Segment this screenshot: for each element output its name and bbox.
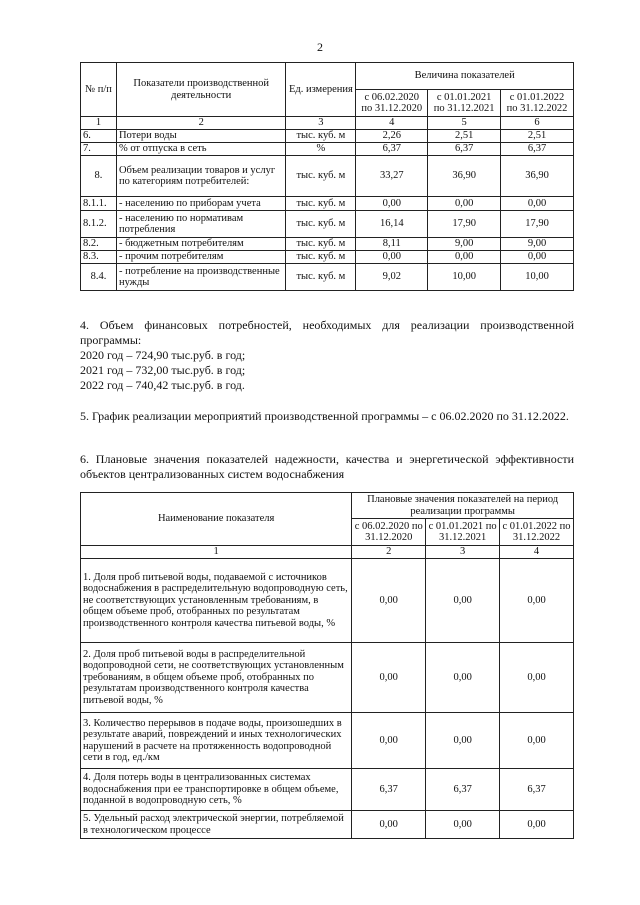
section-5 [80, 409, 574, 424]
row-value: 9,00 [428, 238, 501, 251]
section-6 [80, 452, 574, 482]
table-row [81, 238, 574, 251]
row-name: Потери воды [116, 130, 286, 143]
row-value: 0,00 [352, 643, 426, 713]
header-name: Наименование показателя [81, 493, 352, 546]
row-unit: тыс. куб. м [286, 156, 356, 197]
index-cell: 3 [286, 117, 356, 130]
section-4-year: 2020 год – 724,90 тыс.руб. в год; [80, 348, 246, 362]
row-name: 3. Количество перерывов в подаче воды, произошедших в результате аварий, повреждений и иных технологических нарушений в расчете на протяженность водопроводной сети в год, ед./км [81, 713, 352, 769]
row-num: 8.3. [81, 251, 117, 264]
row-value: 6,37 [426, 769, 500, 811]
row-num: 8. [81, 156, 117, 197]
header-num: № п/п [81, 63, 117, 117]
row-value: 33,27 [356, 156, 428, 197]
row-value: 6,37 [500, 769, 574, 811]
row-value: 6,37 [356, 143, 428, 156]
table-row [81, 769, 574, 811]
row-value: 6,37 [352, 769, 426, 811]
header-values-group: Плановые значения показателей на период реализации программы [352, 493, 574, 519]
row-unit: тыс. куб. м [286, 211, 356, 238]
table-header-row [81, 63, 574, 90]
index-cell: 5 [428, 117, 501, 130]
row-name: 5. Удельный расход электрической энергии, потребляемой в технологическом процессе [81, 811, 352, 839]
row-value: 6,37 [428, 143, 501, 156]
row-value: 0,00 [428, 251, 501, 264]
row-value: 0,00 [500, 643, 574, 713]
table-row [81, 643, 574, 713]
row-name: - населению по приборам учета [116, 197, 286, 211]
row-unit: тыс. куб. м [286, 130, 356, 143]
index-cell: 4 [356, 117, 428, 130]
section-6-text: 6. Плановые значения показателей надежности, качества и энергетической эффективности объектов централизованных систем водоснабжения [80, 452, 574, 481]
row-name: - бюджетным потребителям [116, 238, 286, 251]
table-row [81, 197, 574, 211]
index-cell: 4 [500, 546, 574, 559]
reliability-indicators-table [80, 492, 574, 839]
table-header-row [81, 493, 574, 519]
row-name: % от отпуска в сеть [116, 143, 286, 156]
header-period: с 01.01.2021 по 31.12.2021 [426, 519, 500, 546]
table-row [81, 713, 574, 769]
row-name: - прочим потребителям [116, 251, 286, 264]
table-row [81, 143, 574, 156]
row-value: 0,00 [352, 713, 426, 769]
header-period: с 06.02.2020 по 31.12.2020 [352, 519, 426, 546]
table-row [81, 211, 574, 238]
row-value: 0,00 [500, 713, 574, 769]
row-value: 36,90 [501, 156, 574, 197]
row-unit: тыс. куб. м [286, 197, 356, 211]
table-row [81, 130, 574, 143]
row-num: 8.4. [81, 264, 117, 291]
row-value: 0,00 [426, 713, 500, 769]
row-value: 0,00 [500, 811, 574, 839]
table-row [81, 559, 574, 643]
header-period: с 01.01.2022 по 31.12.2022 [500, 519, 574, 546]
row-value: 0,00 [500, 559, 574, 643]
row-unit: % [286, 143, 356, 156]
row-unit: тыс. куб. м [286, 264, 356, 291]
index-cell: 2 [116, 117, 286, 130]
row-value: 2,51 [428, 130, 501, 143]
row-value: 9,02 [356, 264, 428, 291]
row-value: 0,00 [352, 811, 426, 839]
table-row [81, 156, 574, 197]
section-5-text: 5. График реализации мероприятий производственной программы – с 06.02.2020 по 31.12.2022. [80, 409, 569, 423]
row-value: 10,00 [428, 264, 501, 291]
row-value: 36,90 [428, 156, 501, 197]
row-value: 2,26 [356, 130, 428, 143]
index-cell: 6 [501, 117, 574, 130]
header-values-group: Величина показателей [356, 63, 574, 90]
row-value: 0,00 [426, 643, 500, 713]
row-value: 17,90 [501, 211, 574, 238]
table-row [81, 811, 574, 839]
header-period: с 01.01.2022 по 31.12.2022 [501, 90, 574, 117]
row-value: 6,37 [501, 143, 574, 156]
row-value: 16,14 [356, 211, 428, 238]
index-cell: 1 [81, 546, 352, 559]
table-row [81, 264, 574, 291]
row-value: 0,00 [501, 251, 574, 264]
row-value: 17,90 [428, 211, 501, 238]
row-value: 0,00 [426, 811, 500, 839]
row-value: 2,51 [501, 130, 574, 143]
index-row [81, 117, 574, 130]
row-unit: тыс. куб. м [286, 251, 356, 264]
production-indicators-table [80, 62, 574, 291]
row-num: 8.1.1. [81, 197, 117, 211]
row-value: 10,00 [501, 264, 574, 291]
row-name: 2. Доля проб питьевой воды в распределительной водопроводной сети, не соответствующих установленным требованиям, в общем объеме проб, отобранных по результатам производственного контроля качества питьевой воды, % [81, 643, 352, 713]
row-num: 7. [81, 143, 117, 156]
header-unit: Ед. измерения [286, 63, 356, 117]
row-name: - потребление на производственные нужды [116, 264, 286, 291]
row-value: 0,00 [356, 197, 428, 211]
section-4-year: 2022 год – 740,42 тыс.руб. в год. [80, 378, 245, 392]
section-4-text: 4. Объем финансовых потребностей, необходимых для реализации производственной программы: [80, 318, 574, 347]
row-unit: тыс. куб. м [286, 238, 356, 251]
row-name: Объем реализации товаров и услуг по категориям потребителей: [116, 156, 286, 197]
index-cell: 1 [81, 117, 117, 130]
row-value: 0,00 [501, 197, 574, 211]
header-period: с 06.02.2020 по 31.12.2020 [356, 90, 428, 117]
header-indicators: Показатели производственной деятельности [116, 63, 286, 117]
row-value: 9,00 [501, 238, 574, 251]
section-4-year: 2021 год – 732,00 тыс.руб. в год; [80, 363, 246, 377]
index-cell: 2 [352, 546, 426, 559]
row-value: 0,00 [426, 559, 500, 643]
row-name: 4. Доля потерь воды в централизованных системах водоснабжения при ее транспортировке в общем объеме, поданной в водопроводную сеть, % [81, 769, 352, 811]
index-row [81, 546, 574, 559]
header-period: с 01.01.2021 по 31.12.2021 [428, 90, 501, 117]
section-4 [80, 318, 574, 393]
row-num: 8.1.2. [81, 211, 117, 238]
index-cell: 3 [426, 546, 500, 559]
row-value: 0,00 [428, 197, 501, 211]
row-value: 8,11 [356, 238, 428, 251]
row-value: 0,00 [356, 251, 428, 264]
row-name: - населению по нормативам потребления [116, 211, 286, 238]
row-num: 8.2. [81, 238, 117, 251]
row-num: 6. [81, 130, 117, 143]
row-value: 0,00 [352, 559, 426, 643]
page-number: 2 [317, 40, 323, 54]
table-row [81, 251, 574, 264]
row-name: 1. Доля проб питьевой воды, подаваемой с источников водоснабжения в распределительную водопроводную сеть, не соответствующих установленным требованиям, в общем объеме проб, отобранных по результатам производственного контроля качества питьевой воды, % [81, 559, 352, 643]
